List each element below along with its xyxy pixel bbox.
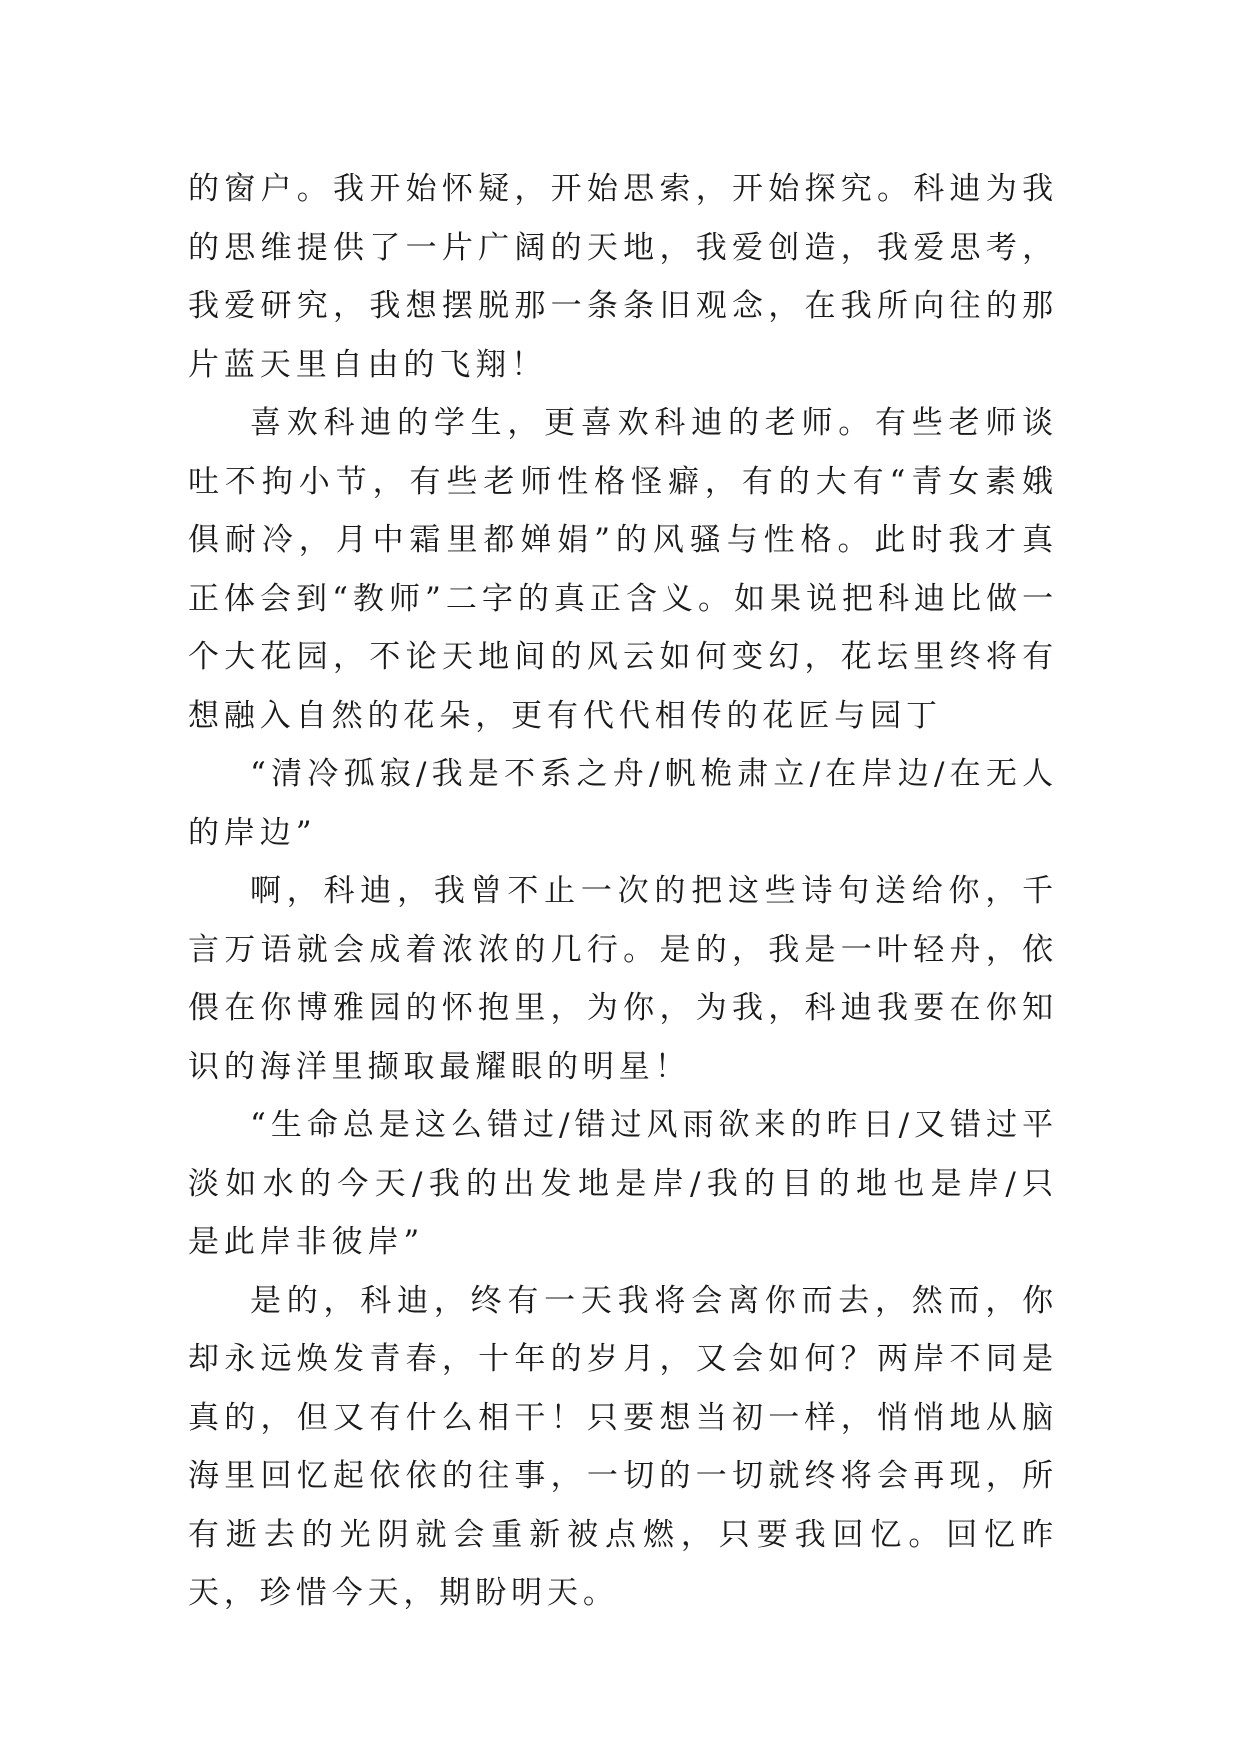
paragraph-4: 是的，科迪，终有一天我将会离你而去，然而，你却永远焕发青春，十年的岁月，又会如何？两岸不同是真的，但又有什么相干！只要想当初一样，悄悄地从脑海里回忆起依依的往事，一切的一切就终将会再现，所有逝去的光阴就会重新被点燃，只要我回忆。回忆昨天，珍惜今天，期盼明天。 bbox=[188, 1282, 1058, 1611]
paragraph-1: 的窗户。我开始怀疑，开始思索，开始探究。科迪为我的思维提供了一片广阔的天地，我爱创造，我爱思考，我爱研究，我想摆脱那一条条旧观念，在我所向往的那片蓝天里自由的飞翔！ bbox=[188, 171, 1058, 383]
paragraph-3: 啊，科迪，我曾不止一次的把这些诗句送给你，千言万语就会成着浓浓的几行。是的，我是一叶轻舟，依偎在你博雅园的怀抱里，为你，为我，科迪我要在你知识的海洋里撷取最耀眼的明星！ bbox=[188, 873, 1058, 1085]
document-body bbox=[188, 160, 1058, 1623]
poem-quote-1: “清冷孤寂/我是不系之舟/帆桅肃立/在岸边/在无人的岸边” bbox=[188, 756, 1058, 851]
poem-quote-2: “生命总是这么错过/错过风雨欲来的昨日/又错过平淡如水的今天/我的出发地是岸/我的目的地也是岸/只是此岸非彼岸” bbox=[188, 1107, 1058, 1260]
paragraph-2: 喜欢科迪的学生，更喜欢科迪的老师。有些老师谈吐不拘小节，有些老师性格怪癖，有的大有“青女素娥俱耐冷，月中霜里都婵娟”的风骚与性格。此时我才真正体会到“教师”二字的真正含义。如果说把科迪比做一个大花园，不论天地间的风云如何变幻，花坛里终将有想融入自然的花朵，更有代代相传的花匠与园丁 bbox=[188, 405, 1058, 734]
